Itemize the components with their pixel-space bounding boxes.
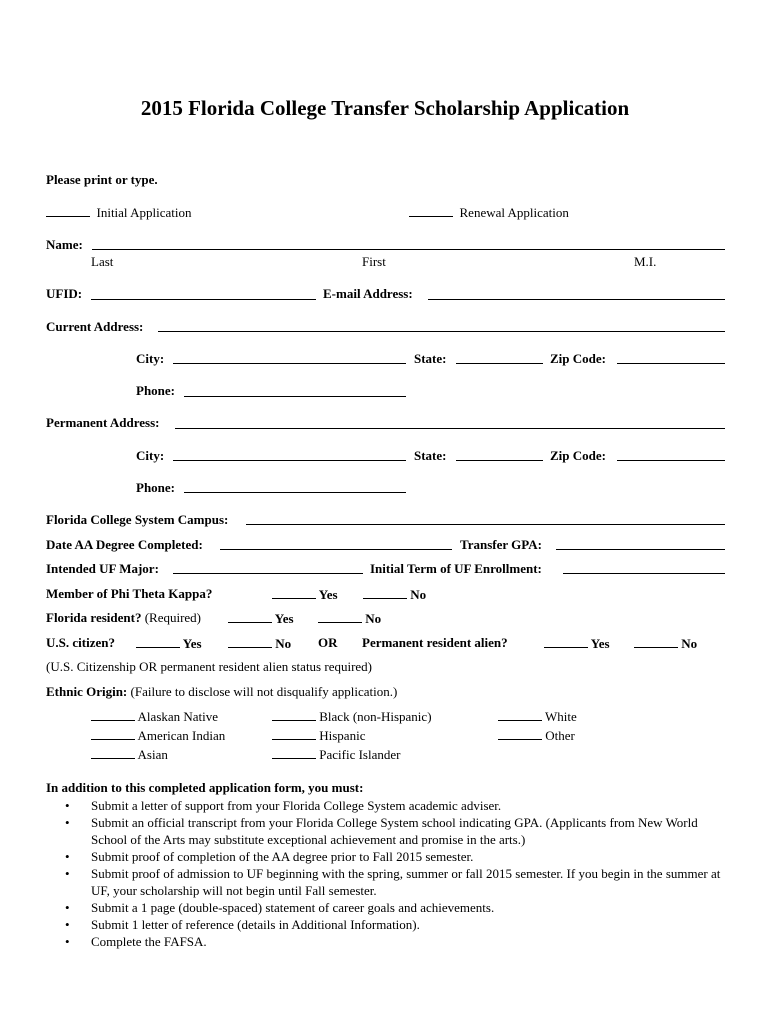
instructions: Please print or type.: [46, 172, 158, 187]
phi-theta-no-label: No: [410, 587, 427, 602]
current-zip-label: Zip Code:: [550, 351, 606, 366]
alien-yes-option[interactable]: [544, 635, 610, 652]
ufid-label: UFID:: [46, 286, 83, 301]
name-label: Name:: [46, 237, 83, 252]
major-field[interactable]: [173, 573, 363, 574]
ethnic-alaskan-label: Alaskan Native: [137, 709, 219, 724]
requirement-item: [46, 797, 726, 814]
bullet-icon: •: [65, 917, 70, 932]
ufid-field[interactable]: [91, 299, 316, 300]
ethnic-white-blank[interactable]: [498, 708, 542, 721]
term-field[interactable]: [563, 573, 725, 574]
ethnic-option-asian[interactable]: [91, 746, 168, 763]
phi-theta-yes-option[interactable]: [272, 586, 338, 603]
requirement-item: [46, 899, 726, 916]
requirement-text: Submit an official transcript from your Florida College System school indicating GPA. (Applicants from New World School of the Arts may substitute exceptional achievement and promise in the arts.): [91, 815, 698, 847]
alien-no-label: No: [681, 636, 698, 651]
ethnic-american-indian-blank[interactable]: [91, 727, 135, 740]
citizen-label: U.S. citizen?: [46, 635, 115, 650]
resident-yes-label: Yes: [274, 611, 294, 626]
requirement-text: Submit 1 letter of reference (details in Additional Information).: [91, 917, 420, 932]
requirement-item: [46, 865, 726, 899]
requirements-list: [46, 797, 726, 950]
renewal-application-blank[interactable]: [409, 204, 453, 217]
ethnic-option-other[interactable]: [498, 727, 575, 744]
term-label: Initial Term of UF Enrollment:: [370, 561, 542, 576]
current-city-field[interactable]: [173, 363, 406, 364]
ethnic-option-american-indian[interactable]: [91, 727, 225, 744]
ethnic-label: Ethnic Origin:: [46, 684, 128, 699]
ethnic-american-indian-label: American Indian: [137, 728, 226, 743]
requirement-text: Complete the FAFSA.: [91, 934, 207, 949]
name-mi-caption: M.I.: [634, 254, 657, 269]
alien-no-blank[interactable]: [634, 635, 678, 648]
citizen-no-label: No: [275, 636, 292, 651]
ethnic-option-black[interactable]: [272, 708, 432, 725]
ethnic-option-alaskan[interactable]: [91, 708, 218, 725]
resident-yes-option[interactable]: [228, 610, 294, 627]
alien-yes-blank[interactable]: [544, 635, 588, 648]
ethnic-hispanic-blank[interactable]: [272, 727, 316, 740]
bullet-icon: •: [65, 900, 70, 915]
citizen-yes-label: Yes: [182, 636, 202, 651]
resident-no-option[interactable]: [318, 610, 381, 627]
renewal-application-label: Renewal Application: [459, 205, 569, 220]
initial-application-label: Initial Application: [96, 205, 192, 220]
ethnic-pacific-label: Pacific Islander: [319, 747, 401, 762]
ethnic-question: [46, 684, 397, 700]
major-label: Intended UF Major:: [46, 561, 159, 576]
alien-no-option[interactable]: [634, 635, 697, 652]
permanent-zip-field[interactable]: [617, 460, 725, 461]
ethnic-asian-blank[interactable]: [91, 746, 135, 759]
initial-application-blank[interactable]: [46, 204, 90, 217]
name-last-caption: Last: [91, 254, 114, 269]
ethnic-white-label: White: [545, 709, 577, 724]
phi-theta-label: Member of Phi Theta Kappa?: [46, 586, 213, 601]
ethnic-option-hispanic[interactable]: [272, 727, 365, 744]
requirement-text: Submit proof of admission to UF beginning with the spring, summer or fall 2015 semester. If you begin in the summer at UF, your scholarship will not begin until Fall semester.: [91, 866, 721, 898]
or-label: OR: [318, 635, 338, 650]
phi-theta-no-blank[interactable]: [363, 586, 407, 599]
bullet-icon: •: [65, 849, 70, 864]
current-phone-field[interactable]: [184, 396, 406, 397]
ethnic-pacific-blank[interactable]: [272, 746, 316, 759]
permanent-state-field[interactable]: [456, 460, 543, 461]
current-zip-field[interactable]: [617, 363, 725, 364]
requirements-heading: In addition to this completed application form, you must:: [46, 780, 364, 795]
resident-note: (Required): [144, 610, 202, 625]
ethnic-option-pacific[interactable]: [272, 746, 400, 763]
permanent-zip-label: Zip Code:: [550, 448, 606, 463]
citizen-yes-option[interactable]: [136, 635, 202, 652]
campus-label: Florida College System Campus:: [46, 512, 229, 527]
resident-yes-blank[interactable]: [228, 610, 272, 623]
permanent-address-field[interactable]: [175, 428, 725, 429]
ethnic-hispanic-label: Hispanic: [319, 728, 366, 743]
current-phone-label: Phone:: [136, 383, 175, 398]
resident-question: [46, 610, 201, 626]
current-address-field[interactable]: [158, 331, 725, 332]
gpa-label: Transfer GPA:: [460, 537, 542, 552]
ethnic-other-blank[interactable]: [498, 727, 542, 740]
permanent-state-label: State:: [414, 448, 447, 463]
phi-theta-yes-blank[interactable]: [272, 586, 316, 599]
name-first-caption: First: [362, 254, 386, 269]
resident-no-label: No: [365, 611, 382, 626]
resident-no-blank[interactable]: [318, 610, 362, 623]
ethnic-black-label: Black (non-Hispanic): [319, 709, 432, 724]
bullet-icon: •: [65, 934, 70, 949]
email-label: E-mail Address:: [323, 286, 413, 301]
gpa-field[interactable]: [556, 549, 725, 550]
alien-label: Permanent resident alien?: [362, 635, 508, 650]
name-field[interactable]: [92, 249, 725, 250]
ethnic-alaskan-blank[interactable]: [91, 708, 135, 721]
alien-yes-label: Yes: [590, 636, 610, 651]
permanent-phone-field[interactable]: [184, 492, 406, 493]
current-address-label: Current Address:: [46, 319, 144, 334]
requirement-text: Submit a letter of support from your Florida College System academic adviser.: [91, 798, 502, 813]
current-state-label: State:: [414, 351, 447, 366]
requirement-text: Submit proof of completion of the AA degree prior to Fall 2015 semester.: [91, 849, 474, 864]
requirement-item: [46, 848, 726, 865]
bullet-icon: •: [65, 815, 70, 830]
page-title: 2015 Florida College Transfer Scholarship Application: [140, 96, 630, 120]
aa-date-label: Date AA Degree Completed:: [46, 537, 203, 552]
requirement-item: [46, 933, 726, 950]
ethnic-option-white[interactable]: [498, 708, 577, 725]
permanent-city-field[interactable]: [173, 460, 406, 461]
ethnic-note: (Failure to disclose will not disqualify application.): [130, 684, 398, 699]
permanent-phone-label: Phone:: [136, 480, 175, 495]
permanent-address-label: Permanent Address:: [46, 415, 160, 430]
bullet-icon: •: [65, 866, 70, 881]
requirement-item: [46, 916, 726, 933]
email-field[interactable]: [428, 299, 725, 300]
citizen-no-option[interactable]: [228, 635, 291, 652]
resident-label: Florida resident?: [46, 610, 142, 625]
citizen-note: (U.S. Citizenship OR permanent resident alien status required): [46, 659, 373, 674]
ethnic-black-blank[interactable]: [272, 708, 316, 721]
aa-date-field[interactable]: [220, 549, 452, 550]
requirement-item: [46, 814, 726, 848]
initial-application-option[interactable]: [46, 204, 191, 221]
current-city-label: City:: [136, 351, 165, 366]
citizen-yes-blank[interactable]: [136, 635, 180, 648]
phi-theta-no-option[interactable]: [363, 586, 426, 603]
bullet-icon: •: [65, 798, 70, 813]
ethnic-asian-label: Asian: [137, 747, 168, 762]
campus-field[interactable]: [246, 524, 725, 525]
permanent-city-label: City:: [136, 448, 165, 463]
current-state-field[interactable]: [456, 363, 543, 364]
phi-theta-yes-label: Yes: [318, 587, 338, 602]
ethnic-other-label: Other: [545, 728, 575, 743]
citizen-no-blank[interactable]: [228, 635, 272, 648]
renewal-application-option[interactable]: [409, 204, 569, 221]
requirement-text: Submit a 1 page (double-spaced) statement of career goals and achievements.: [91, 900, 495, 915]
